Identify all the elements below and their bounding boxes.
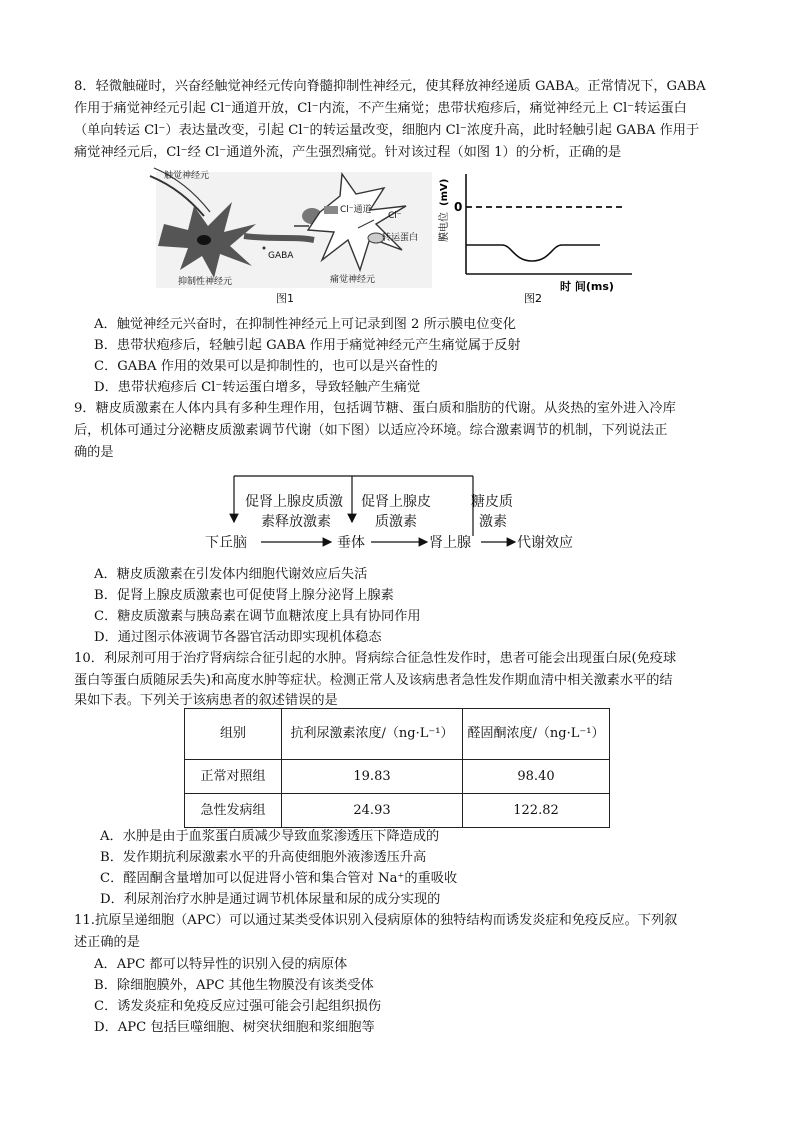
cell-group: 正常对照组 — [185, 760, 282, 794]
q9-option-a: A．糖皮质激素在引发体内细胞代谢效应后失活 — [94, 567, 368, 582]
header-aldosterone: 醛固酮浓度/（ng·L⁻¹） — [463, 709, 610, 760]
hormone-regulation-flowchart — [205, 470, 595, 554]
flow-crh-line-2: 素释放激素 — [261, 514, 331, 530]
label-cl-channel: Cl⁻通道 — [340, 205, 372, 215]
table-row — [185, 794, 610, 828]
q11-stem-line-2: 述正确的是 — [74, 935, 140, 950]
q8-option-b: B．患带状疱疹后，轻触引起 GABA 作用于痛觉神经元产生痛觉属于反射 — [94, 338, 521, 353]
membrane-potential-curve — [466, 245, 600, 261]
flow-pituitary: 垂体 — [337, 535, 365, 551]
y-axis-label-text: 膜电位 — [439, 212, 450, 242]
gaba-dot — [263, 247, 266, 250]
cell-adh: 19.83 — [282, 760, 463, 794]
q10-option-b: B．发作期抗利尿激素水平的升高使细胞外液渗透压升高 — [100, 850, 427, 865]
inhibitory-neuron-axon — [244, 236, 314, 240]
q9-stem-line-1: 9．糖皮质激素在人体内具有多种生理作用，包括调节糖、蛋白质和脂肪的代谢。从炎热的室外进入冷库 — [74, 401, 676, 416]
q9-option-b: B．促肾上腺皮质激素也可促使肾上腺分泌肾上腺素 — [94, 588, 394, 603]
q11-option-a: A．APC 都可以特异性的识别入侵的病原体 — [94, 957, 348, 972]
y-axis-label-unit: (mV) — [439, 178, 450, 206]
cell-aldosterone: 98.40 — [463, 760, 610, 794]
x-axis-label: 时 间(ms) — [560, 280, 614, 293]
label-transporter: 转运蛋白 — [382, 233, 419, 243]
cell-adh: 24.93 — [282, 794, 463, 828]
label-pain-neuron: 痛觉神经元 — [330, 275, 376, 285]
cl-channel-shape — [324, 206, 338, 214]
q8-option-c: C．GABA 作用的效果可以是抑制性的，也可以是兴奋性的 — [94, 359, 438, 374]
q8-stem-line-4: 痛觉神经元后，Cl⁻经 Cl⁻通道外流，产生强烈痛觉。针对该过程（如图 1）的分析，正确的是 — [74, 145, 622, 160]
q11-option-c: C．诱发炎症和免疫反应过强可能会引起组织损伤 — [94, 999, 382, 1014]
figure-2-caption: 图2 — [524, 292, 542, 305]
flow-hypothalamus: 下丘脑 — [205, 535, 247, 551]
header-adh: 抗利尿激素浓度/（ng·L⁻¹） — [282, 709, 463, 760]
q10-option-c: C．醛固酮含量增加可以促进肾小管和集合管对 Na⁺的重吸收 — [100, 871, 458, 886]
cell-group: 急性发病组 — [185, 794, 282, 828]
flow-metabolic-effect: 代谢效应 — [517, 535, 573, 551]
q8-stem-line-3: （单向转运 Cl⁻）表达量改变，引起 Cl⁻的转运量改变，细胞内 Cl⁻浓度升高，此时轻触引起 GABA 作用于 — [74, 123, 700, 138]
zero-tick-label: 0 — [454, 200, 463, 214]
hormone-level-table — [184, 708, 610, 828]
flow-acth-line-1: 促肾上腺皮 — [361, 494, 431, 510]
q8-option-a: A．触觉神经元兴奋时，在抑制性神经元上可记录到图 2 所示膜电位变化 — [94, 317, 516, 332]
q10-stem-line-2: 蛋白等蛋白质随尿丢失)和高度水肿等症状。检测正常人及该病患者急性发作期血清中相关激素水平的结 — [74, 673, 673, 688]
q9-option-d: D．通过图示体液调节各器官活动即实现机体稳态 — [94, 630, 382, 645]
label-gaba: GABA — [268, 251, 294, 261]
q8-option-d: D．患带状疱疹后 Cl⁻转运蛋白增多，导致轻触产生痛觉 — [94, 380, 421, 395]
label-inhibitory-neuron: 抑制性神经元 — [178, 277, 233, 287]
q11-option-d: D．APC 包括巨噬细胞、树突状细胞和浆细胞等 — [94, 1020, 375, 1035]
q10-stem-line-3: 果如下表。下列关于该病患者的叙述错误的是 — [74, 693, 338, 708]
q9-stem-line-3: 确的是 — [74, 445, 114, 460]
header-group: 组别 — [185, 709, 282, 760]
label-touch-neuron: 触觉神经元 — [164, 171, 210, 181]
q9-stem-line-2: 后，机体可通过分泌糖皮质激素调节代谢（如下图）以适应冷环境。综合激素调节的机制，下列说法正 — [74, 423, 668, 438]
flow-crh-line-1: 促肾上腺皮质激 — [245, 494, 343, 510]
q11-stem-line-1: 11.抗原呈递细胞（APC）可以通过某类受体识别入侵病原体的独特结构而诱发炎症和免疫反应。下列叙 — [74, 913, 678, 928]
inhibitory-neuron-nucleus — [197, 235, 211, 245]
q8-stem-line-1: 8．轻微触碰时，兴奋经触觉神经元传向脊髓抑制性神经元，使其释放神经递质 GABA。正常情况下，GABA — [74, 79, 706, 94]
figure-1-caption: 图1 — [276, 292, 294, 305]
q10-option-a: A．水肿是由于血浆蛋白质减少导致血浆渗透压下降造成的 — [100, 829, 440, 844]
table-row — [185, 760, 610, 794]
cell-aldosterone: 122.82 — [463, 794, 610, 828]
q10-option-d: D．利尿剂治疗水肿是通过调节机体尿量和尿的成分实现的 — [100, 892, 441, 907]
label-cl-ion: Cl⁻ — [388, 211, 402, 221]
q9-option-c: C．糖皮质激素与胰岛素在调节血糖浓度上具有协同作用 — [94, 609, 421, 624]
flow-acth-line-2: 质激素 — [375, 514, 417, 530]
q10-stem-line-1: 10．利尿剂可用于治疗肾病综合征引起的水肿。肾病综合征急性发作时，患者可能会出现蛋白尿(免疫球 — [74, 651, 677, 666]
q11-option-b: B．除细胞膜外，APC 其他生物膜没有该类受体 — [94, 978, 374, 993]
figure-1-neurons — [144, 166, 434, 306]
figure-2-membrane-potential — [432, 166, 642, 306]
table-header-row — [185, 709, 610, 760]
flow-gc-line-1: 糖皮质 — [471, 494, 513, 510]
flow-gc-line-2: 激素 — [479, 514, 507, 530]
flow-adrenal: 肾上腺 — [429, 535, 471, 551]
q8-stem-line-2: 作用于痛觉神经元引起 Cl⁻通道开放，Cl⁻内流，不产生痛觉；患带状疱疹后，痛觉神经元上 Cl⁻转运蛋白 — [74, 101, 687, 116]
